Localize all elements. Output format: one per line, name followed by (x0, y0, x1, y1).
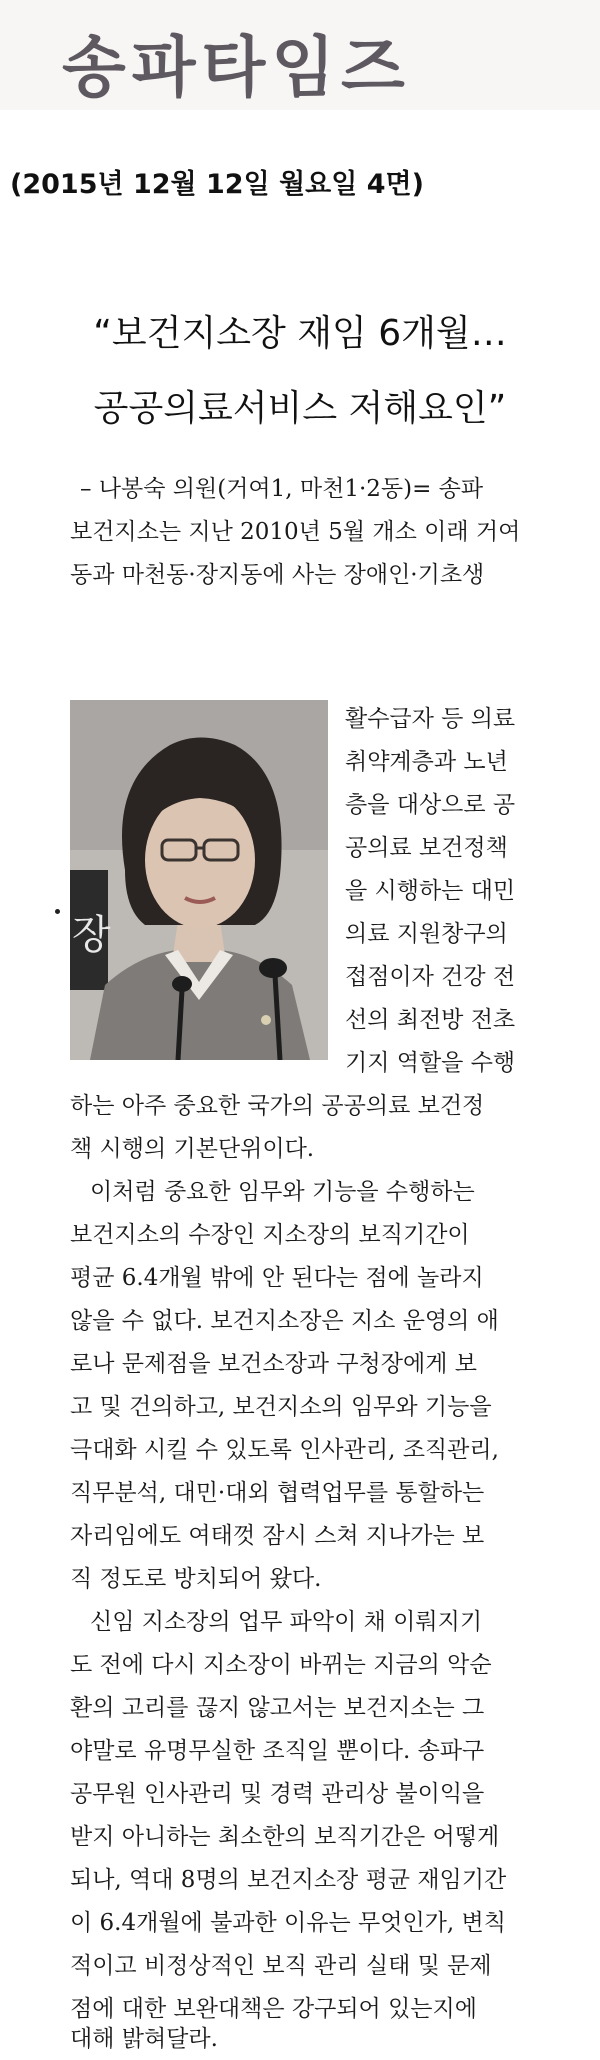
body-line: 하는 아주 중요한 국가의 공공의료 보건정 (70, 1093, 485, 1119)
body-line: 로나 문제점을 보건소장과 구청장에게 보 (70, 1351, 477, 1377)
body-line: 자리임에도 여태껏 잠시 스쳐 지나가는 보 (70, 1523, 485, 1549)
body-line: 되나, 역대 8명의 보건지소장 평균 재임기간 (70, 1867, 507, 1893)
body-line: 도 전에 다시 지소장이 바뀌는 지금의 악순 (70, 1652, 492, 1678)
body-line: 취약계층과 노년 (345, 749, 508, 775)
body-line: 공의료 보건정책 (345, 835, 508, 861)
body-line: 환의 고리를 끊지 않고서는 보건지소는 그 (70, 1695, 485, 1721)
body-line: 활수급자 등 의료 (345, 706, 516, 732)
body-line: 선의 최전방 전초 (345, 1007, 516, 1033)
body-line: 않을 수 없다. 보건지소장은 지소 운영의 애 (70, 1308, 499, 1334)
body-line: 이처럼 중요한 임무와 기능을 수행하는 (90, 1179, 475, 1205)
body-line: 직무분석, 대민·대외 협력업무를 통할하는 (70, 1480, 485, 1506)
body-line: 책 시행의 기본단위이다. (70, 1136, 315, 1162)
body-line: 보건지소의 수장인 지소장의 보직기간이 (70, 1222, 470, 1248)
dateline: (2015년 12월 12일 월요일 4면) (10, 169, 424, 200)
body-line: 직 정도로 방치되어 왔다. (70, 1566, 322, 1592)
body-line: 신임 지소장의 업무 파악이 채 이뤄지기 (90, 1609, 483, 1635)
body-line: 적이고 비정상적인 보직 관리 실태 및 문제 (70, 1953, 492, 1979)
headline-line-2: 공공의료서비스 저해요인” (93, 388, 507, 429)
body-line: 보건지소는 지난 2010년 5월 개소 이래 거여 (70, 519, 521, 545)
body-line: 평균 6.4개월 밖에 안 된다는 점에 놀라지 (70, 1265, 484, 1291)
body-line: 공무원 인사관리 및 경력 관리상 불이익을 (70, 1781, 485, 1807)
masthead (0, 0, 600, 110)
portrait-photo (70, 700, 328, 1060)
body-line: 동과 마천동·장지동에 사는 장애인·기초생 (70, 562, 485, 588)
body-line: 야말로 유명무실한 조직일 뿐이다. 송파구 (70, 1738, 485, 1764)
body-line: 점에 대한 보완대책은 강구되어 있는지에 (70, 1996, 477, 2022)
portrait-photo-icon (70, 700, 328, 1060)
body-line: 의료 지원창구의 (345, 921, 508, 947)
body-line: 받지 아니하는 최소한의 보직기간은 어떻게 (70, 1824, 500, 1850)
body-line: 접점이자 건강 전 (345, 964, 516, 990)
body-line: – 나봉숙 의원(거여1, 마천1·2동)= 송파 (80, 476, 484, 502)
body-line: 을 시행하는 대민 (345, 878, 516, 904)
headline-line-1: “보건지소장 재임 6개월… (93, 313, 507, 354)
print-speck (55, 909, 60, 914)
body-line: 이 6.4개월에 불과한 이유는 무엇인가, 변칙 (70, 1910, 506, 1936)
body-line: 극대화 시킬 수 있도록 인사관리, 조직관리, (70, 1437, 499, 1463)
body-line: 대해 밝혀달라. (70, 2026, 218, 2052)
masthead-title: 송파타임즈 (62, 29, 411, 106)
body-line: 기지 역할을 수행 (345, 1050, 516, 1076)
body-line: 층을 대상으로 공 (345, 792, 516, 818)
body-line: 고 및 건의하고, 보건지소의 임무와 기능을 (70, 1394, 492, 1420)
background-sign-text: 장 (72, 912, 111, 958)
